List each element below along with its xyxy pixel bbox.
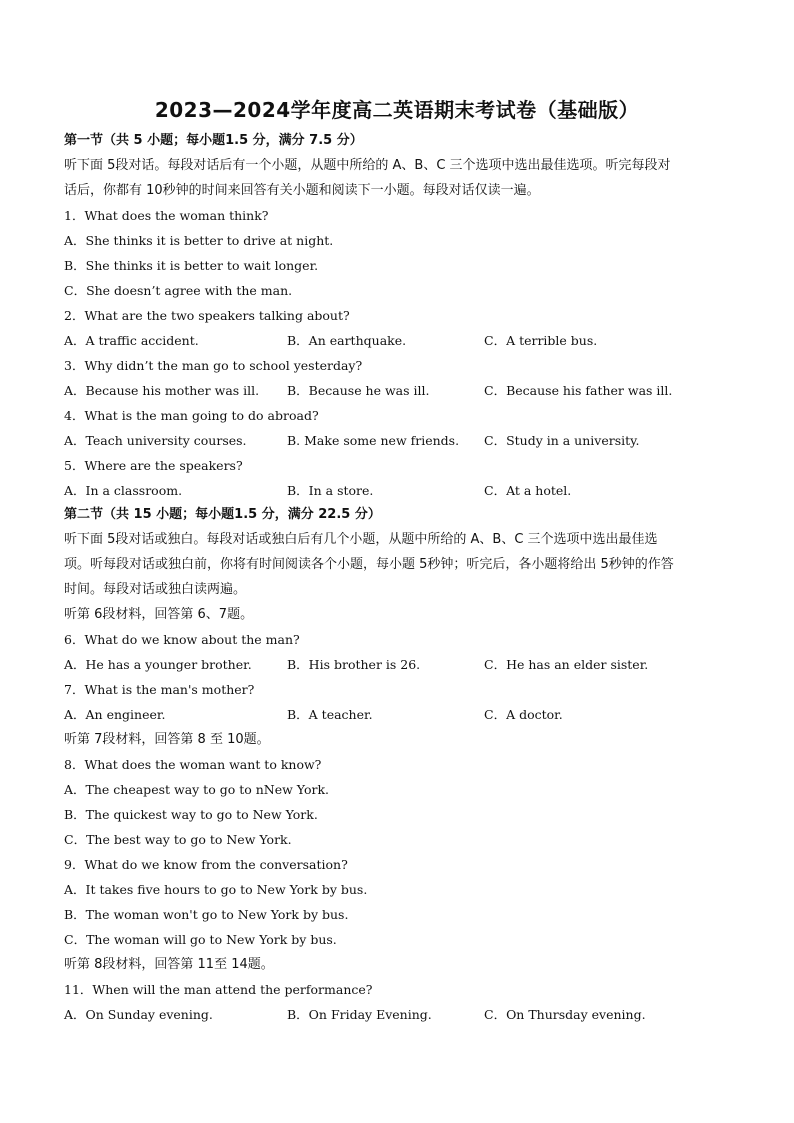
question-6-stem: 6．What do we know about the man? <box>64 632 300 647</box>
question-2-stem: 2．What are the two speakers talking about? <box>64 308 350 323</box>
question-8-option-b: B．The quickest way to go to New York. <box>64 807 318 822</box>
question-7-option-b: B．A teacher. <box>287 707 373 722</box>
question-1-option-a: A．She thinks it is better to drive at night. <box>64 233 334 248</box>
question-3-options <box>64 378 744 403</box>
section1-instructions-line2: 话后，你都有 10秒钟的时间来回答有关小题和阅读下一小题。每段对话仅读一遍。 <box>64 183 540 198</box>
material-7-note: 听第 7段材料，回答第 8 至 10题。 <box>64 732 270 747</box>
question-7-options <box>64 702 744 727</box>
question-1-option-b: B．She thinks it is better to wait longer. <box>64 258 319 273</box>
section2-instructions-line1: 听下面 5段对话或独白。每段对话或独白后有几个小题，从题中所给的 A、B、C 三个选项中选出最佳选 <box>64 532 658 547</box>
question-5-option-a: A．In a classroom. <box>64 483 183 498</box>
question-5-option-c: C．At a hotel. <box>484 483 572 498</box>
section2-instructions-line2: 项。听每段对话或独白前，你将有时间阅读各个小题，每小题 5秒钟；听完后，各小题将给出 5秒钟的作答 <box>64 557 674 572</box>
question-6-option-a: A．He has a younger brother. <box>64 657 252 672</box>
question-2-option-b: B．An earthquake. <box>287 333 407 348</box>
section1-instructions-line1: 听下面 5段对话。每段对话后有一个小题，从题中所给的 A、B、C 三个选项中选出最佳选项。听完每段对 <box>64 158 671 173</box>
question-3-option-c: C．Because his father was ill. <box>484 383 673 398</box>
question-11-options <box>64 1002 744 1027</box>
question-7-stem: 7．What is the man's mother? <box>64 682 255 697</box>
question-2-option-c: C．A terrible bus. <box>484 333 598 348</box>
question-9-option-c: C．The woman will go to New York by bus. <box>64 932 337 947</box>
question-4-option-b: B. Make some new friends. <box>287 433 460 448</box>
question-6-option-b: B．His brother is 26. <box>287 657 421 672</box>
question-4-stem: 4．What is the man going to do abroad? <box>64 408 319 423</box>
question-11-option-c: C．On Thursday evening. <box>484 1007 646 1022</box>
question-11-stem: 11．When will the man attend the performance? <box>64 982 373 997</box>
question-9-option-b: B．The woman won't go to New York by bus. <box>64 907 349 922</box>
question-1-stem: 1．What does the woman think? <box>64 208 269 223</box>
question-7-option-c: C．A doctor. <box>484 707 563 722</box>
question-11-option-a: A．On Sunday evening. <box>64 1007 213 1022</box>
question-2-options <box>64 328 744 353</box>
question-4-option-a: A．Teach university courses. <box>64 433 247 448</box>
question-1-option-c: C．She doesn’t agree with the man. <box>64 283 293 298</box>
question-2-option-a: A．A traffic accident. <box>64 333 199 348</box>
question-4-options <box>64 428 744 453</box>
question-7-option-a: A．An engineer. <box>64 707 166 722</box>
question-8-option-c: C．The best way to go to New York. <box>64 832 292 847</box>
question-5-option-b: B．In a store. <box>287 483 374 498</box>
section2-heading: 第二节（共 15 小题；每小题1.5 分，满分 22.5 分） <box>64 507 381 522</box>
question-5-options <box>64 478 744 503</box>
question-8-stem: 8．What does the woman want to know? <box>64 757 322 772</box>
question-9-stem: 9．What do we know from the conversation? <box>64 857 348 872</box>
question-3-option-b: B．Because he was ill. <box>287 383 430 398</box>
exam-title: 2023—2024学年度高二英语期末考试卷（基础版） <box>154 98 640 122</box>
section2-instructions-line3: 时间。每段对话或独白读两遍。 <box>64 582 247 597</box>
question-6-option-c: C．He has an elder sister. <box>484 657 649 672</box>
question-3-option-a: A．Because his mother was ill. <box>64 383 260 398</box>
question-6-options <box>64 652 744 677</box>
question-3-stem: 3．Why didn’t the man go to school yesterday? <box>64 358 363 373</box>
material-8-note: 听第 8段材料，回答第 11至 14题。 <box>64 957 274 972</box>
question-8-option-a: A．The cheapest way to go to nNew York. <box>64 782 330 797</box>
question-9-option-a: A．It takes five hours to go to New York by bus. <box>64 882 368 897</box>
question-11-option-b: B．On Friday Evening. <box>287 1007 432 1022</box>
section1-heading: 第一节（共 5 小题；每小题1.5 分，满分 7.5 分） <box>64 133 363 148</box>
question-5-stem: 5．Where are the speakers? <box>64 458 243 473</box>
question-4-option-c: C．Study in a university. <box>484 433 640 448</box>
material-6-note: 听第 6段材料，回答第 6、7题。 <box>64 607 254 622</box>
